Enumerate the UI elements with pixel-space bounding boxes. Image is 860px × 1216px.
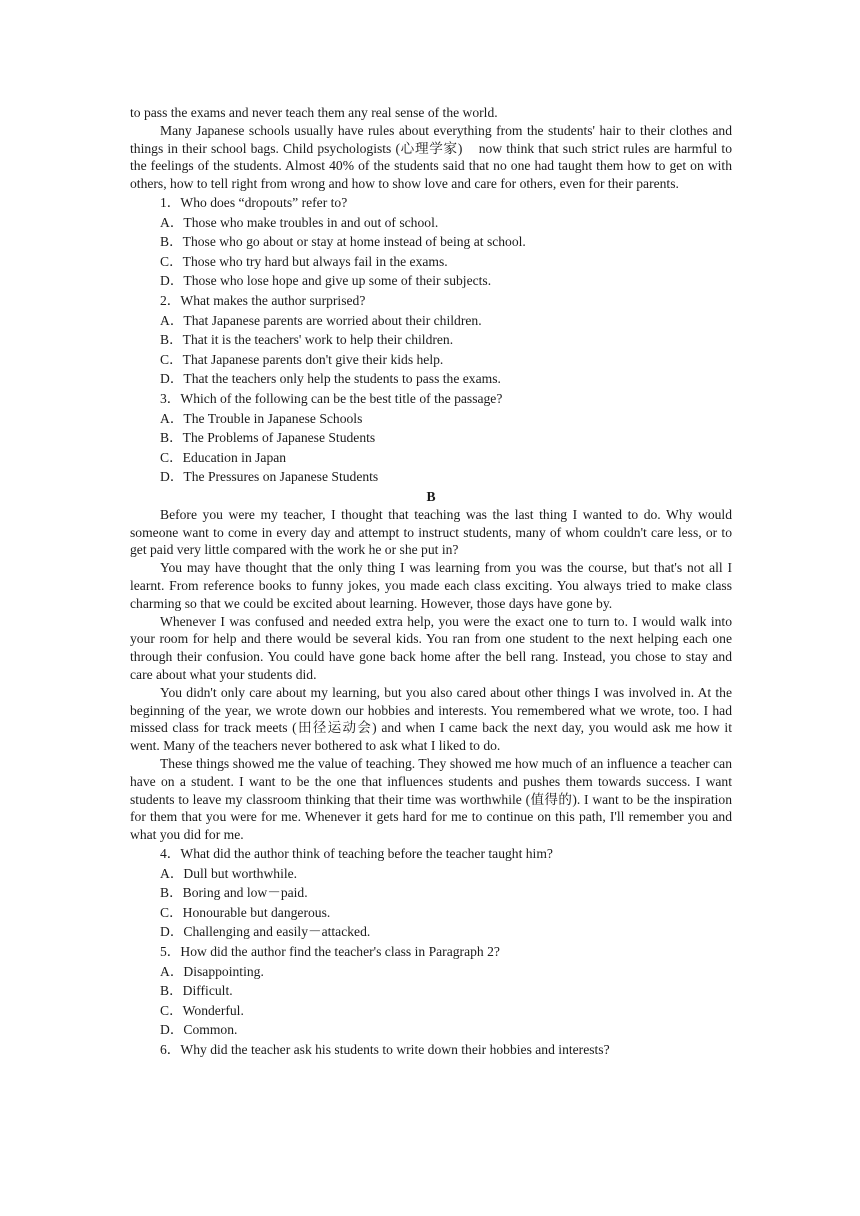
answer-option: C．That Japanese parents don't give their kids help. bbox=[160, 351, 444, 367]
document-page bbox=[130, 104, 736, 1060]
answer-option: B．Difficult. bbox=[160, 983, 233, 999]
question-block-6 bbox=[130, 1040, 732, 1060]
answer-option: A．That Japanese parents are worried about their children. bbox=[160, 312, 482, 328]
question-block-1 bbox=[130, 193, 732, 291]
answer-option: B．That it is the teachers' work to help their children. bbox=[160, 332, 454, 348]
answer-option: A．Dull but worthwhile. bbox=[160, 865, 298, 881]
question-stem: 2．What makes the author surprised? bbox=[160, 292, 366, 308]
question-stem: 5．How did the author find the teacher's class in Paragraph 2? bbox=[160, 944, 500, 959]
answer-option: D．The Pressures on Japanese Students bbox=[160, 469, 379, 485]
answer-option: B．Boring and low－paid. bbox=[160, 885, 308, 901]
answer-option: A．The Trouble in Japanese Schools bbox=[160, 410, 363, 426]
passage-b-paragraph-1: Before you were my teacher, I thought that teaching was the last thing I wanted to do. Why would someone want to come in every day and attempt to instruct students, many of whom couldn't care less, or to get paid very little compared with the work he or she put in? bbox=[130, 506, 732, 558]
answer-option: D．Those who lose hope and give up some of their subjects. bbox=[160, 273, 492, 289]
question-block-5 bbox=[130, 942, 732, 1040]
answer-option: B．The Problems of Japanese Students bbox=[160, 430, 376, 446]
question-block-3 bbox=[130, 389, 732, 487]
passage-a-paragraph: Many Japanese schools usually have rules about everything from the students' hair to their clothes and things in their school bags. Child psychologists (心理学家) now think that such strict rules are harmful to the feelings of the students. Almost 40% of the students said that no one had taught them how to get on with others, how to tell right from wrong and how to show love and care for others, even for their parents. bbox=[130, 122, 736, 192]
passage-b-paragraph-5: These things showed me the value of teaching. They showed me how much of an influence a teacher can have on a student. I want to be the one that influences students and pushes them towards success. I want students to leave my classroom thinking that their time was worthwhile (值得的). I want to be the inspiration for them that you were for me. Whenever it gets hard for me to continue on this path, I'll remember you and what you did for me. bbox=[130, 756, 732, 843]
answer-option: C．Honourable but dangerous. bbox=[160, 904, 331, 920]
answer-option: C．Education in Japan bbox=[160, 449, 287, 465]
section-b-heading: B bbox=[426, 488, 436, 504]
question-stem: 1．Who does “dropouts” refer to? bbox=[160, 194, 348, 210]
answer-option: D．Common. bbox=[160, 1022, 238, 1038]
passage-b-paragraph-4: You didn't only care about my learning, but you also cared about other things I was involved in. At the beginning of the year, we wrote down our hobbies and interests. You remembered what we wrote, too. I had missed class for track meets (田径运动会) and when I came back the next day, you would ask me how it went. Many of the teachers never bothered to ask what I liked to do. bbox=[130, 684, 732, 754]
answer-option: B．Those who go about or stay at home instead of being at school. bbox=[160, 234, 526, 250]
question-block-4 bbox=[130, 844, 732, 942]
answer-option: C．Those who try hard but always fail in the exams. bbox=[160, 253, 448, 269]
question-stem: 6．Why did the teacher ask his students to write down their hobbies and interests? bbox=[160, 1041, 610, 1057]
passage-b-paragraph-3: Whenever I was confused and needed extra help, you were the exact one to turn to. I would walk into your room for help and there would be several kids. You ran from one student to the next helping each one through their confusion. You could have gone back home after the bell rang. Instead, you chose to stay and care about what your students did. bbox=[130, 613, 732, 683]
question-stem: 4．What did the author think of teaching before the teacher taught him? bbox=[160, 846, 553, 862]
answer-option: A．Those who make troubles in and out of school. bbox=[160, 214, 439, 230]
passage-a-continuation: to pass the exams and never teach them any real sense of the world. bbox=[130, 105, 498, 120]
answer-option: D．Challenging and easily－attacked. bbox=[160, 924, 371, 940]
question-stem: 3．Which of the following can be the best title of the passage? bbox=[160, 390, 503, 406]
answer-option: D．That the teachers only help the students to pass the exams. bbox=[160, 371, 501, 387]
question-block-2 bbox=[130, 291, 732, 389]
answer-option: A．Disappointing. bbox=[160, 963, 264, 979]
passage-b-paragraph-2: You may have thought that the only thing I was learning from you was the course, but that's not all I learnt. From reference books to funny jokes, you made each class exciting. You always tried to make class charming so that we could be excited about learning. However, those days have gone by. bbox=[130, 560, 732, 611]
answer-option: C．Wonderful. bbox=[160, 1002, 244, 1018]
